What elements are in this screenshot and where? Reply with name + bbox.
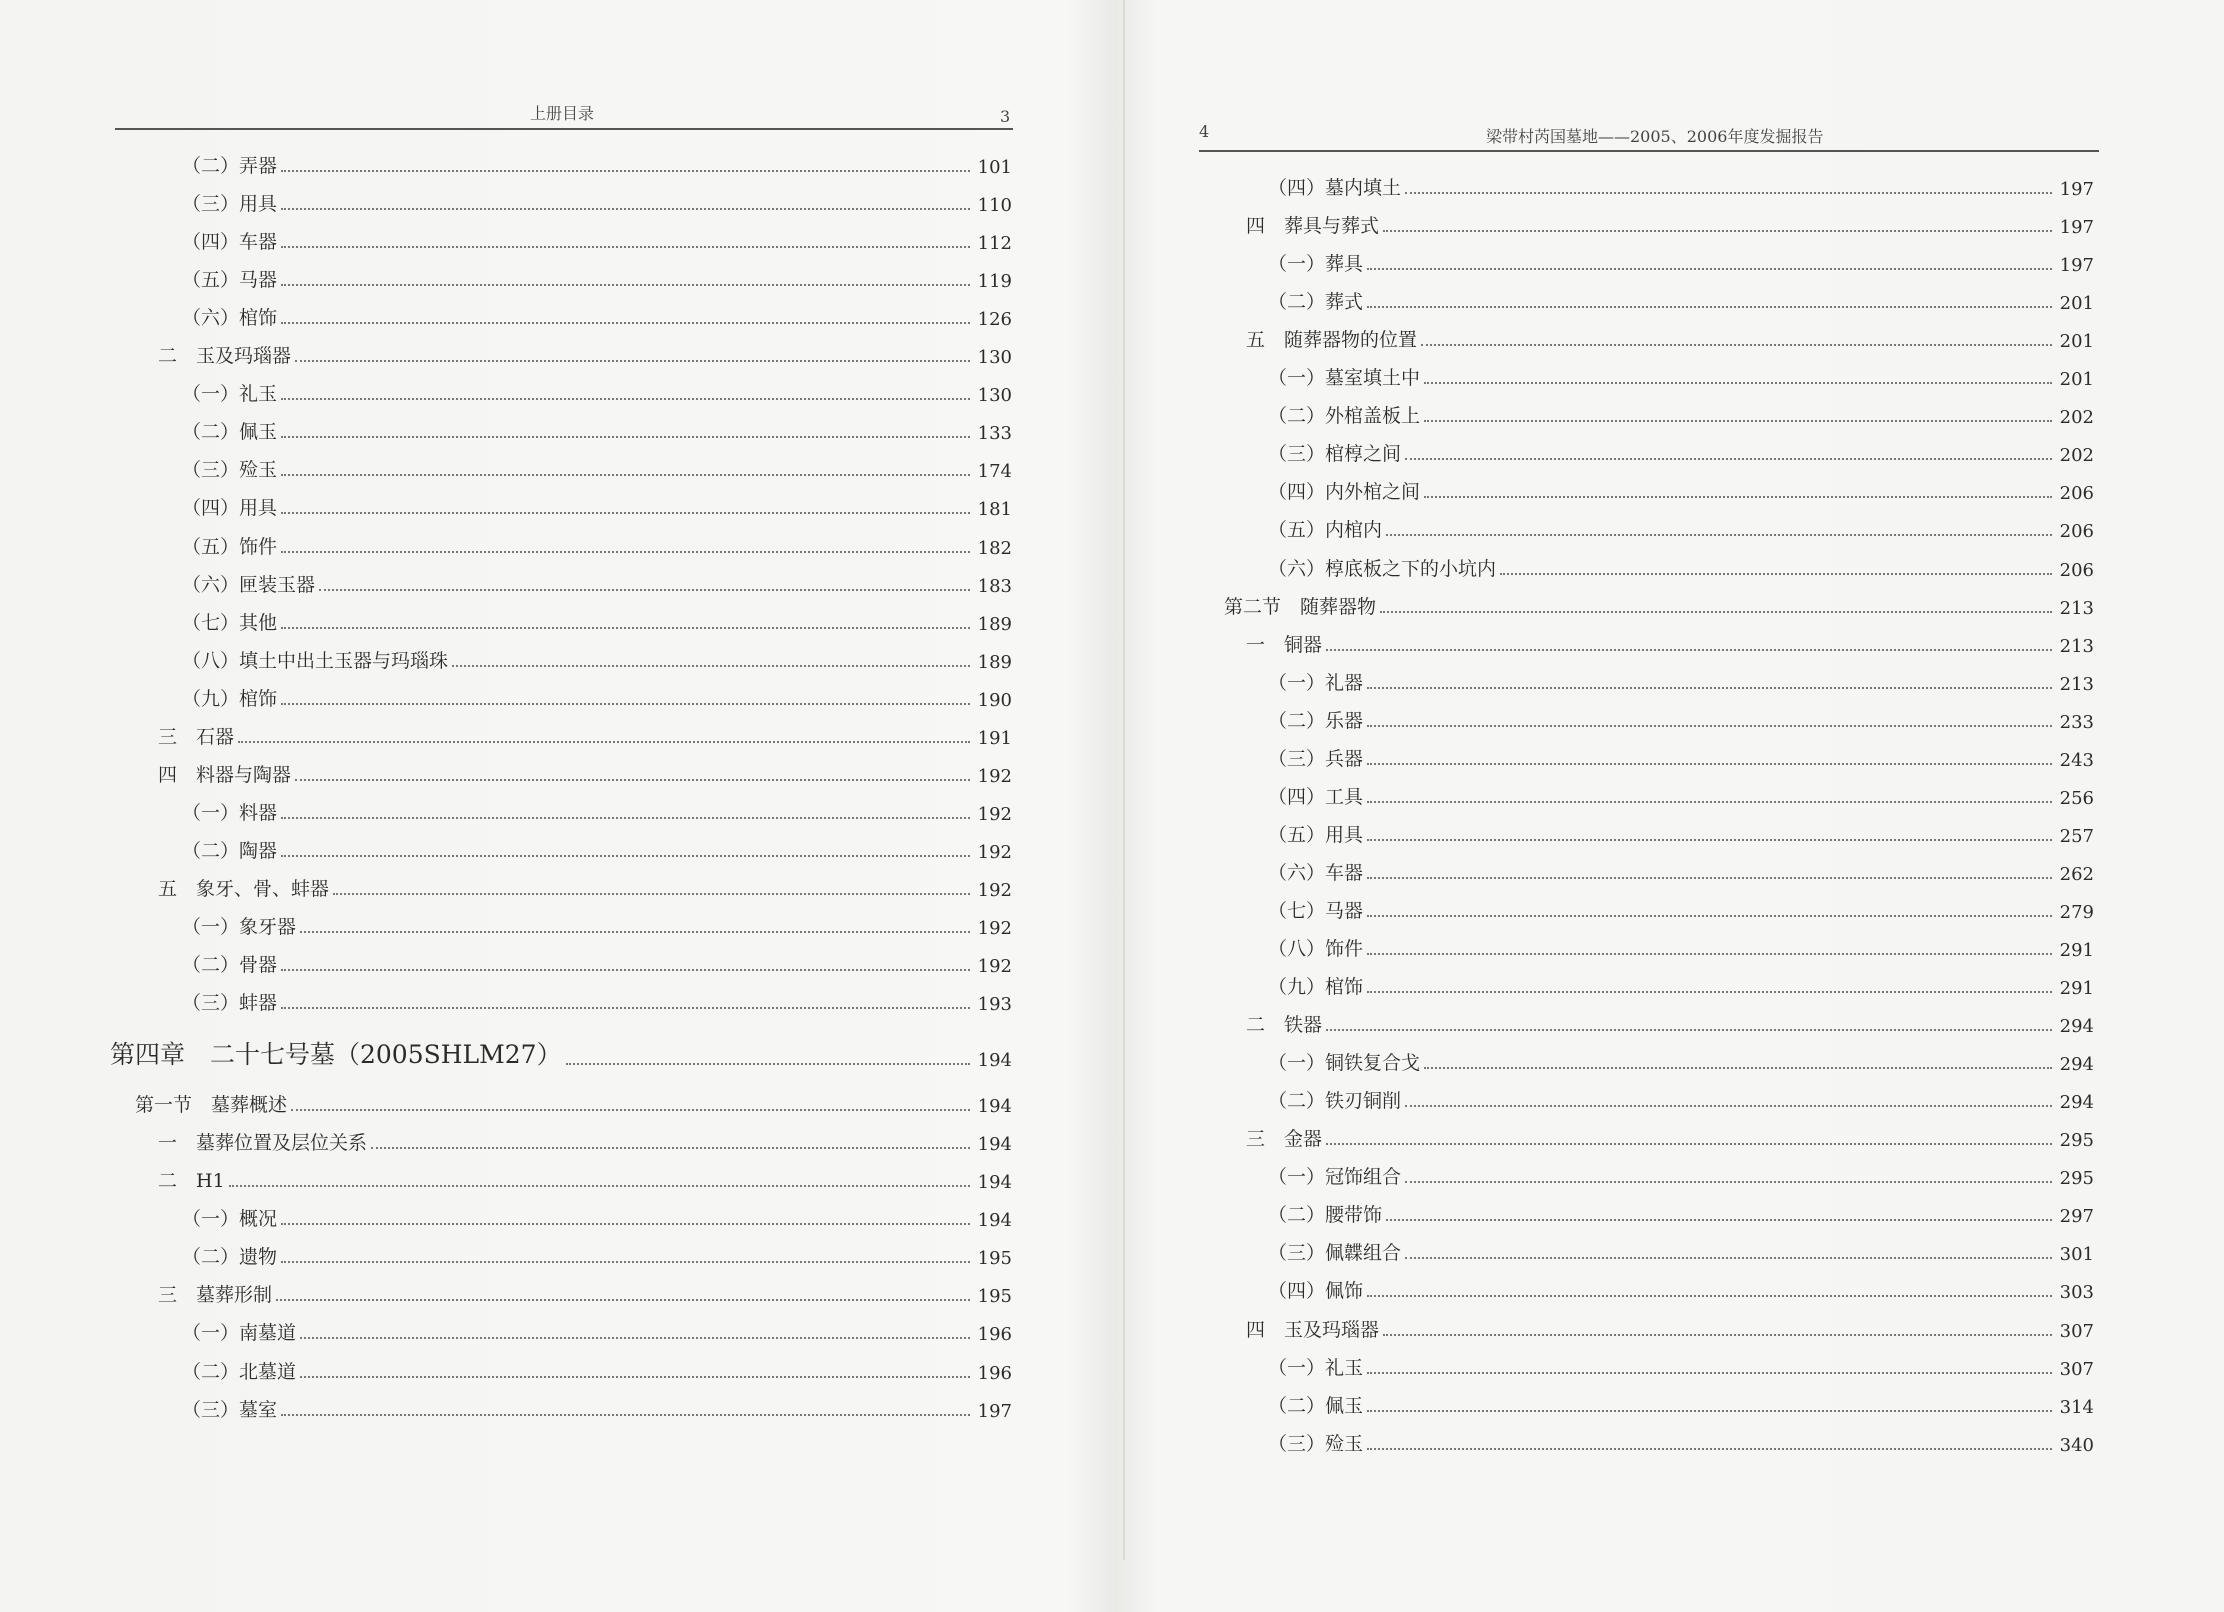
toc-entry-page-number: 202: [2059, 407, 2094, 429]
toc-entry-page-number: 257: [2059, 825, 2094, 847]
toc-entry: [1246, 1123, 2094, 1151]
dot-leader: [295, 779, 970, 781]
toc-entry-page-number: 191: [977, 727, 1012, 749]
toc-entry-page-number: 192: [977, 803, 1012, 825]
toc-entry-page-number: 206: [2059, 521, 2094, 543]
toc-entry: [1268, 743, 2094, 771]
toc-entry-page-number: 190: [977, 689, 1012, 711]
toc-entry-label: （三）蚌器: [182, 992, 278, 1015]
toc-entry-label: （二）外棺盖板上: [1268, 405, 1421, 428]
dot-leader: [300, 1337, 970, 1339]
toc-section-entry: [135, 1089, 1012, 1117]
running-header-title: 梁带村芮国墓地——2005、2006年度发掘报告: [1486, 127, 1824, 146]
toc-entry-page-number: 119: [977, 271, 1012, 293]
toc-entry-label: （一）葬具: [1268, 253, 1364, 276]
toc-entry-page-number: 195: [977, 1248, 1012, 1270]
toc-entry-label: （三）殓玉: [182, 459, 278, 482]
toc-entry-label: （一）礼器: [1268, 671, 1364, 694]
toc-entry-page-number: 101: [977, 157, 1012, 178]
toc-entry: [1268, 362, 2094, 390]
toc-entry: [1268, 172, 2094, 200]
toc-entry-page-number: 213: [2059, 635, 2094, 657]
toc-entry-label: （六）车器: [1268, 861, 1364, 884]
dot-leader: [452, 665, 970, 667]
toc-entry-label: （七）其他: [182, 611, 278, 634]
toc-entry-label: （六）椁底板之下的小坑内: [1268, 557, 1497, 580]
toc-entry: [1268, 857, 2094, 885]
toc-entry-page-number: 174: [977, 461, 1012, 483]
toc-entry: [1268, 1085, 2094, 1113]
header-rule: [1199, 150, 2099, 152]
toc-entry-page-number: 307: [2059, 1320, 2094, 1342]
toc-entry: [1268, 1390, 2094, 1418]
dot-leader: [1367, 915, 2052, 917]
toc-entry: [182, 949, 1012, 977]
toc-entry: [1268, 933, 2094, 961]
toc-entry: [182, 492, 1012, 520]
toc-entry-page-number: 196: [977, 1324, 1012, 1346]
toc-chapter-entry: [110, 1037, 1012, 1071]
toc-entry: [1268, 971, 2094, 999]
toc-entry: [158, 721, 1012, 749]
toc-entry-label: （六）匣装玉器: [182, 573, 316, 596]
toc-entry: [182, 797, 1012, 825]
toc-entry: [1268, 1237, 2094, 1265]
toc-entry-label: （五）马器: [182, 269, 278, 292]
toc-entry: [1268, 781, 2094, 809]
toc-entry-page-number: 183: [977, 575, 1012, 597]
dot-leader: [1367, 763, 2052, 765]
toc-entry: [182, 1356, 1012, 1384]
dot-leader: [319, 589, 970, 591]
dot-leader: [1405, 1181, 2052, 1183]
dot-leader: [1405, 458, 2052, 460]
toc-entry-label: （二）铁刃铜削: [1268, 1090, 1402, 1113]
toc-entry: [1268, 400, 2094, 428]
toc-entry: [1268, 1275, 2094, 1303]
toc-entry-label: 二 H1: [158, 1170, 225, 1193]
dot-leader: [1367, 1295, 2052, 1297]
toc-entry-label: 二 玉及玛瑙器: [158, 345, 292, 368]
toc-entry-page-number: 110: [977, 195, 1012, 217]
toc-entry-label: 一 墓葬位置及层位关系: [158, 1132, 368, 1155]
toc-entry: [1268, 819, 2094, 847]
toc-entry-label: （一）象牙器: [182, 916, 297, 938]
dot-leader: [300, 1376, 970, 1378]
toc-entry: [1246, 1314, 2094, 1342]
toc-entry-label: （一）墓室填土中: [1268, 367, 1421, 390]
toc-entry-page-number: 182: [977, 537, 1012, 559]
toc-entry: [1268, 438, 2094, 466]
toc-entry: [1268, 705, 2094, 733]
toc-entry-label: 第一节 墓葬概述: [135, 1094, 288, 1117]
dot-leader: [1326, 1029, 2052, 1031]
dot-leader: [371, 1147, 970, 1149]
toc-entry-page-number: 133: [977, 423, 1012, 445]
dot-leader: [1405, 1105, 2052, 1107]
dot-leader: [1424, 382, 2052, 384]
toc-entry-label: 三 石器: [158, 725, 235, 748]
toc-entry-label: （三）佩韘组合: [1268, 1242, 1402, 1265]
toc-entry: [182, 1317, 1012, 1345]
toc-entry-page-number: 192: [977, 765, 1012, 787]
toc-entry: [182, 378, 1012, 406]
toc-entry-page-number: 243: [2059, 749, 2094, 771]
toc-entry-label: （七）马器: [1268, 899, 1364, 922]
toc-entry-label: （二）佩玉: [1268, 1394, 1364, 1417]
toc-entry-page-number: 262: [2059, 863, 2094, 885]
toc-entry-label: （四）墓内填土: [1268, 177, 1402, 199]
dot-leader: [1367, 953, 2052, 955]
toc-entry-page-number: 206: [2059, 559, 2094, 581]
toc-entry: [158, 1127, 1012, 1155]
toc-entry-page-number: 301: [2059, 1244, 2094, 1266]
toc-entry: [1268, 248, 2094, 276]
toc-entry: [182, 416, 1012, 444]
dot-leader: [1367, 725, 2052, 727]
toc-entry-page-number: 197: [2059, 179, 2094, 200]
toc-entry-label: （二）骨器: [182, 954, 278, 977]
toc-entry: [1246, 1009, 2094, 1037]
dot-leader: [276, 1299, 970, 1301]
toc-entry-label: （三）墓室: [182, 1398, 278, 1421]
dot-leader: [281, 284, 970, 286]
toc-entry-page-number: 340: [2059, 1434, 2094, 1456]
toc-entry-page-number: 126: [977, 309, 1012, 331]
toc-entry-page-number: 189: [977, 651, 1012, 673]
toc-entry-page-number: 194: [977, 1210, 1012, 1232]
toc-entry: [1246, 324, 2094, 352]
toc-entry: [158, 873, 1012, 901]
toc-entry-label: 二 铁器: [1246, 1014, 1323, 1037]
toc-entry-page-number: 202: [2059, 445, 2094, 467]
toc-entry: [182, 302, 1012, 330]
toc-section-entry: [1224, 591, 2094, 619]
dot-leader: [281, 855, 970, 857]
toc-entry-label: （二）佩玉: [182, 421, 278, 444]
toc-entry-page-number: 192: [977, 841, 1012, 863]
page-number: 3: [1000, 107, 1011, 126]
toc-entry-label: （二）葬式: [1268, 291, 1364, 314]
toc-entry: [182, 645, 1012, 673]
dot-leader: [1326, 1143, 2052, 1145]
toc-entry-page-number: 189: [977, 613, 1012, 635]
toc-entry: [1268, 1428, 2094, 1456]
dot-leader: [1424, 1067, 2052, 1069]
toc-entry-page-number: 294: [2059, 1016, 2094, 1038]
toc-entry-label: 一 铜器: [1246, 633, 1323, 656]
toc-entry-page-number: 295: [2059, 1168, 2094, 1190]
toc-entry: [182, 1241, 1012, 1269]
dot-leader: [1383, 1334, 2052, 1336]
page-number: 4: [1199, 122, 1210, 141]
dot-leader: [281, 208, 970, 210]
toc-entry-label: （二）陶器: [182, 839, 278, 862]
dot-leader: [1380, 611, 2052, 613]
toc-entry-label: （八）填土中出土玉器与玛瑙珠: [182, 649, 449, 672]
toc-entry: [182, 683, 1012, 711]
toc-entry-label: 第二节 随葬器物: [1224, 595, 1377, 618]
dot-leader: [1424, 420, 2052, 422]
toc-entry-label: （四）用具: [182, 497, 278, 520]
dot-leader: [1424, 496, 2052, 498]
dot-leader: [1367, 268, 2052, 270]
dot-leader: [281, 969, 970, 971]
toc-entry-page-number: 194: [977, 1172, 1012, 1194]
dot-leader: [281, 1414, 970, 1416]
dot-leader: [281, 436, 970, 438]
dot-leader: [281, 246, 970, 248]
toc-entry-page-number: 314: [2059, 1396, 2094, 1418]
toc-entry: [1268, 1161, 2094, 1189]
toc-entry-label: （一）料器: [182, 801, 278, 824]
dot-leader: [1367, 991, 2052, 993]
dot-leader: [281, 1007, 970, 1009]
toc-entry-page-number: 297: [2059, 1206, 2094, 1228]
toc-entry: [182, 1203, 1012, 1231]
toc-entry-label: （六）棺饰: [182, 307, 278, 330]
toc-entry: [1246, 629, 2094, 657]
toc-entry: [182, 911, 1012, 939]
dot-leader: [281, 551, 970, 553]
toc-entry-label: （九）棺饰: [1268, 976, 1364, 999]
toc-entry: [1268, 667, 2094, 695]
toc-entry-page-number: 194: [977, 1096, 1012, 1118]
toc-entry-label: （五）饰件: [182, 535, 278, 558]
toc-entry: [1268, 895, 2094, 923]
dot-leader: [1367, 839, 2052, 841]
toc-entry-page-number: 291: [2059, 978, 2094, 1000]
toc-entry-page-number: 195: [977, 1286, 1012, 1308]
toc-entry-page-number: 303: [2059, 1282, 2094, 1304]
toc-entry: [158, 1279, 1012, 1307]
toc-entry-page-number: 192: [977, 918, 1012, 939]
header-rule: [115, 128, 1013, 130]
toc-entry-label: 四 料器与陶器: [158, 763, 292, 786]
dot-leader: [1386, 1219, 2052, 1221]
toc-entry-label: （一）南墓道: [182, 1322, 297, 1345]
toc-entry: [182, 1394, 1012, 1422]
toc-entry: [182, 569, 1012, 597]
dot-leader: [238, 741, 970, 743]
toc-entry-page-number: 213: [2059, 597, 2094, 619]
toc-entry-label: （三）兵器: [1268, 747, 1364, 770]
dot-leader: [1386, 534, 2052, 536]
toc-entry-page-number: 130: [977, 347, 1012, 369]
toc-entry-label: 五 随葬器物的位置: [1246, 329, 1418, 352]
toc-entry-page-number: 291: [2059, 940, 2094, 961]
toc-entry-label: （三）用具: [182, 193, 278, 216]
toc-entry: [158, 1165, 1012, 1193]
toc-entry: [182, 607, 1012, 635]
dot-leader: [281, 322, 970, 324]
dot-leader: [1500, 573, 2052, 575]
dot-leader: [281, 170, 970, 172]
toc-entry-label: （二）遗物: [182, 1246, 278, 1269]
toc-entry-page-number: 206: [2059, 483, 2094, 505]
dot-leader: [1367, 801, 2052, 803]
dot-leader: [1367, 306, 2052, 308]
toc-entry-page-number: 294: [2059, 1092, 2094, 1114]
toc-entry: [182, 150, 1012, 178]
toc-entry: [182, 188, 1012, 216]
toc-entry-page-number: 256: [2059, 787, 2094, 809]
toc-entry-page-number: 181: [977, 499, 1012, 521]
toc-entry-page-number: 197: [977, 1400, 1012, 1422]
toc-entry-page-number: 112: [977, 233, 1012, 255]
dot-leader: [1405, 1257, 2052, 1259]
toc-entry-label: 四 葬具与葬式: [1246, 215, 1380, 238]
toc-entry-label: （一）礼玉: [1268, 1356, 1364, 1379]
dot-leader: [1367, 877, 2052, 879]
toc-entry-label: （五）用具: [1268, 823, 1364, 846]
dot-leader: [566, 1063, 970, 1065]
dot-leader: [295, 360, 970, 362]
running-header-title: 上册目录: [530, 104, 595, 123]
toc-entry: [182, 835, 1012, 863]
toc-entry: [1268, 1047, 2094, 1075]
toc-entry-label: （二）北墓道: [182, 1360, 297, 1383]
toc-entry-page-number: 194: [977, 1134, 1012, 1156]
toc-entry-label: 五 象牙、骨、蚌器: [158, 877, 330, 900]
toc-entry-page-number: 213: [2059, 673, 2094, 695]
toc-entry-label: （九）棺饰: [182, 687, 278, 710]
toc-entry-label: （四）工具: [1268, 785, 1364, 808]
toc-entry: [1268, 553, 2094, 581]
toc-entry-label: （一）铜铁复合戈: [1268, 1052, 1421, 1075]
toc-entry-label: （二）弄器: [182, 155, 278, 177]
toc-entry: [158, 340, 1012, 368]
toc-entry: [1246, 210, 2094, 238]
dot-leader: [281, 1261, 970, 1263]
dot-leader: [281, 1223, 970, 1225]
dot-leader: [229, 1185, 970, 1187]
toc-entry-page-number: 130: [977, 385, 1012, 407]
toc-entry-page-number: 192: [977, 956, 1012, 978]
toc-entry-label: （八）饰件: [1268, 938, 1364, 960]
dot-leader: [1367, 1372, 2052, 1374]
toc-entry-label: （一）概况: [182, 1208, 278, 1231]
toc-entry-label: （一）礼玉: [182, 383, 278, 406]
toc-entry-page-number: 193: [977, 994, 1012, 1016]
dot-leader: [1367, 1410, 2052, 1412]
dot-leader: [281, 474, 970, 476]
dot-leader: [281, 627, 970, 629]
dot-leader: [1326, 649, 2052, 651]
toc-entry-page-number: 192: [977, 879, 1012, 901]
dot-leader: [1367, 1448, 2052, 1450]
toc-entry: [1268, 476, 2094, 504]
toc-entry-label: （五）内棺内: [1268, 519, 1383, 542]
toc-entry: [182, 987, 1012, 1015]
toc-entry-label: （四）车器: [182, 231, 278, 254]
toc-entry-label: 三 墓葬形制: [158, 1284, 273, 1307]
toc-entry-page-number: 196: [977, 1362, 1012, 1384]
toc-entry: [182, 226, 1012, 254]
dot-leader: [1367, 687, 2052, 689]
toc-entry-page-number: 307: [2059, 1358, 2094, 1380]
toc-entry-label: （四）内外棺之间: [1268, 481, 1421, 504]
toc-entry-label: （三）棺椁之间: [1268, 443, 1402, 466]
toc-entry: [182, 531, 1012, 559]
dot-leader: [281, 817, 970, 819]
toc-entry-page-number: 197: [2059, 255, 2094, 277]
toc-entry-page-number: 201: [2059, 331, 2094, 353]
toc-entry: [1268, 286, 2094, 314]
toc-entry: [1268, 1352, 2094, 1380]
toc-entry: [182, 264, 1012, 292]
right-page: [1134, 0, 2224, 1612]
toc-entry-page-number: 294: [2059, 1054, 2094, 1076]
dot-leader: [281, 703, 970, 705]
toc-entry-label: 四 玉及玛瑙器: [1246, 1318, 1380, 1341]
toc-entry-page-number: 279: [2059, 901, 2094, 923]
dot-leader: [291, 1109, 970, 1111]
dot-leader: [1383, 230, 2052, 232]
dot-leader: [1405, 192, 2052, 194]
dot-leader: [281, 512, 970, 514]
toc-entry-label: （三）殓玉: [1268, 1432, 1364, 1455]
toc-entry-page-number: 197: [2059, 217, 2094, 239]
toc-entry-page-number: 233: [2059, 711, 2094, 733]
toc-entry: [158, 759, 1012, 787]
toc-entry: [1268, 514, 2094, 542]
book-gutter: [1123, 0, 1125, 1560]
dot-leader: [333, 893, 970, 895]
toc-entry-page-number: 194: [977, 1050, 1012, 1072]
toc-entry-page-number: 201: [2059, 293, 2094, 315]
dot-leader: [1421, 344, 2052, 346]
dot-leader: [300, 931, 970, 933]
toc-entry-label: （二）腰带饰: [1268, 1204, 1383, 1227]
toc-entry-page-number: 201: [2059, 369, 2094, 391]
toc-entry-label: 三 金器: [1246, 1128, 1323, 1151]
toc-entry: [182, 454, 1012, 482]
dot-leader: [281, 398, 970, 400]
toc-entry-label: （四）佩饰: [1268, 1280, 1364, 1303]
toc-entry-page-number: 295: [2059, 1130, 2094, 1152]
toc-entry-label: （一）冠饰组合: [1268, 1166, 1402, 1189]
toc-entry-label: 第四章 二十七号墓（2005SHLM27）: [110, 1040, 562, 1070]
toc-entry-label: （二）乐器: [1268, 709, 1364, 732]
toc-entry: [1268, 1199, 2094, 1227]
